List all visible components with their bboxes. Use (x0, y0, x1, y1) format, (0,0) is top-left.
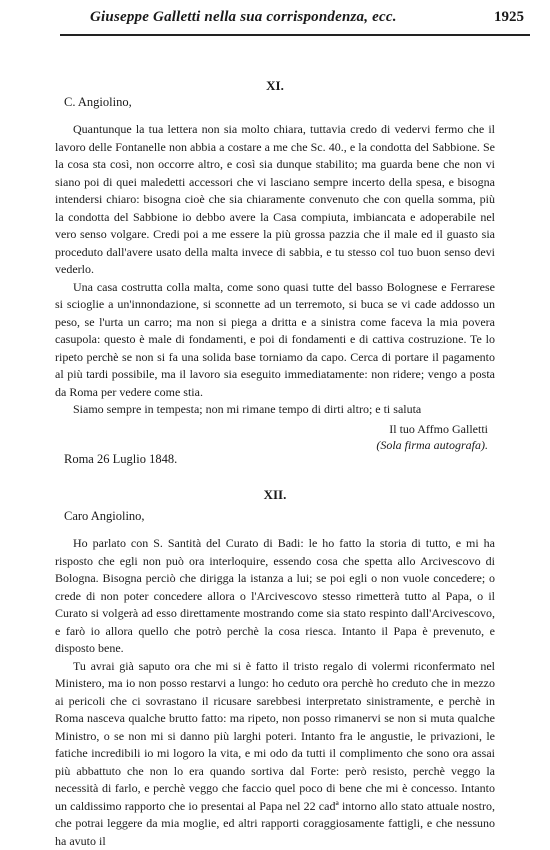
letter-xi-body (55, 121, 495, 419)
letter-xi-signature-note: (Sola firma autografa). (376, 437, 488, 453)
letter-xi-signature-block (376, 421, 488, 453)
letter-xi-paragraph-1: Quantunque la tua lettera non sia molto chiara, tuttavia credo di vedervi fermo che il lavoro delle Fontanelle non abbia a costare a me che Sc. 40., e la condotta del Sabbione. Se la cosa sta così, non occorre altro, e così sia dunque stabilito; ma guarda bene che non vi siano poi di quei maledetti accessori che vi lasciano sempre incerto della spesa, e bisogna intendersi chiaro: bisogna cioè che sia chiaramente convenuto che con quella somma, più la condotta del Sabbione io debbo avere la Casa compiuta, imbiancata e adoperabile nel vero senso volgare. Credi poi a me essere la più grossa pazzia che il male ed il guasto sia proceduto dall'avere usato della malta invece di sabbia, e tu stesso col tuo buon senso devi vederlo. (55, 121, 495, 279)
letter-xi-numeral: XI. (0, 78, 550, 94)
letter-xii-salutation: Caro Angiolino, (64, 509, 145, 524)
letter-xi-paragraph-3: Siamo sempre in tempesta; non mi rimane tempo di dirti altro; e ti saluta (55, 401, 495, 419)
letter-xii-paragraph-2: Tu avrai già saputo ora che mi si è fatto il tristo regalo di volermi riconfermato nel Ministero, ma io non posso restarvi a lungo: ho ceduto ora perchè ho creduto che in mezzo ai pericoli che ci sovrastano il ricusare sarebbesi interpretato sinistramente, e perchè in Roma nasceva qualche brutto fatto: ma ripeto, non posso rimanervi se non si muta qualche Ministro, o se non mi si danno più larghi poteri. Intanto fra le angustie, le privazioni, le fatiche incredibili io mi logoro la vita, e mi odo da tutti il complimento che sono ora assai più abbattuto che non lo era quando sortiva dal Forte: però resisto, perchè veggo la necessità di farlo, e perchè veggo che faccio quel poco di bene che mi è concesso. Intanto un caldissimo rapporto che io presentai al Papa nel 22 cadª intorno allo stato attuale nostro, che potrai leggere da mia moglie, ed altri rapporti coraggiosamente fattigli, e che nessuno ha avuto il (55, 658, 495, 850)
page-header (90, 9, 524, 31)
page-number: 1925 (494, 9, 524, 26)
letter-xi-salutation: C. Angiolino, (64, 95, 132, 110)
letter-xii-paragraph-1: Ho parlato con S. Santità del Curato di Badi: le ho fatto la storia di tutto, e mi ha risposto che egli non può ora interloquire, essendo cosa che spetta allo Arcivescovo di Bologna. Bisogna perciò che dirigga la istanza a lui; se poi egli o non vuole concedere; o crede di non poter concedere allora o l'Arcivescovo stesso rimetterà tutto al Papa, o il Curato si volgerà ad esso direttamente mostrando come sia stato respinto dall'Arcivescovo, e farò io allora quello che potrò perchè la cosa riesca. Intanto il Papa è prevenuto, e disposto bene. (55, 535, 495, 658)
letter-xii-numeral: XII. (0, 487, 550, 503)
letter-xi-signature: Il tuo Affmo Galletti (376, 421, 488, 437)
letter-xii-body (55, 535, 495, 850)
letter-xi-paragraph-2: Una casa costrutta colla malta, come sono quasi tutte del basso Bolognese e Ferrarese si scioglie a un'innondazione, si sconnette ad un terremoto, si buca se vi cade addosso un peso, se l'urta un carro; ma non si piega a dritta e a sinistra come faceva la mia povera casupola: questo è male di fondamenti, e poi di fondamenti e di cattiva costruzione. Te lo ripeto perchè se non si fa una solida base torniamo da capo. Cerca di portare il pagamento al più tardi possibile, ma il lavoro sia eseguito immediatamente: non ridere; vengo a posta da Roma per vedere come stia. (55, 279, 495, 402)
letter-xi-date: Roma 26 Luglio 1848. (64, 452, 177, 467)
running-title: Giuseppe Galletti nella sua corrispondenza, ecc. (90, 9, 397, 26)
header-rule (60, 34, 530, 36)
